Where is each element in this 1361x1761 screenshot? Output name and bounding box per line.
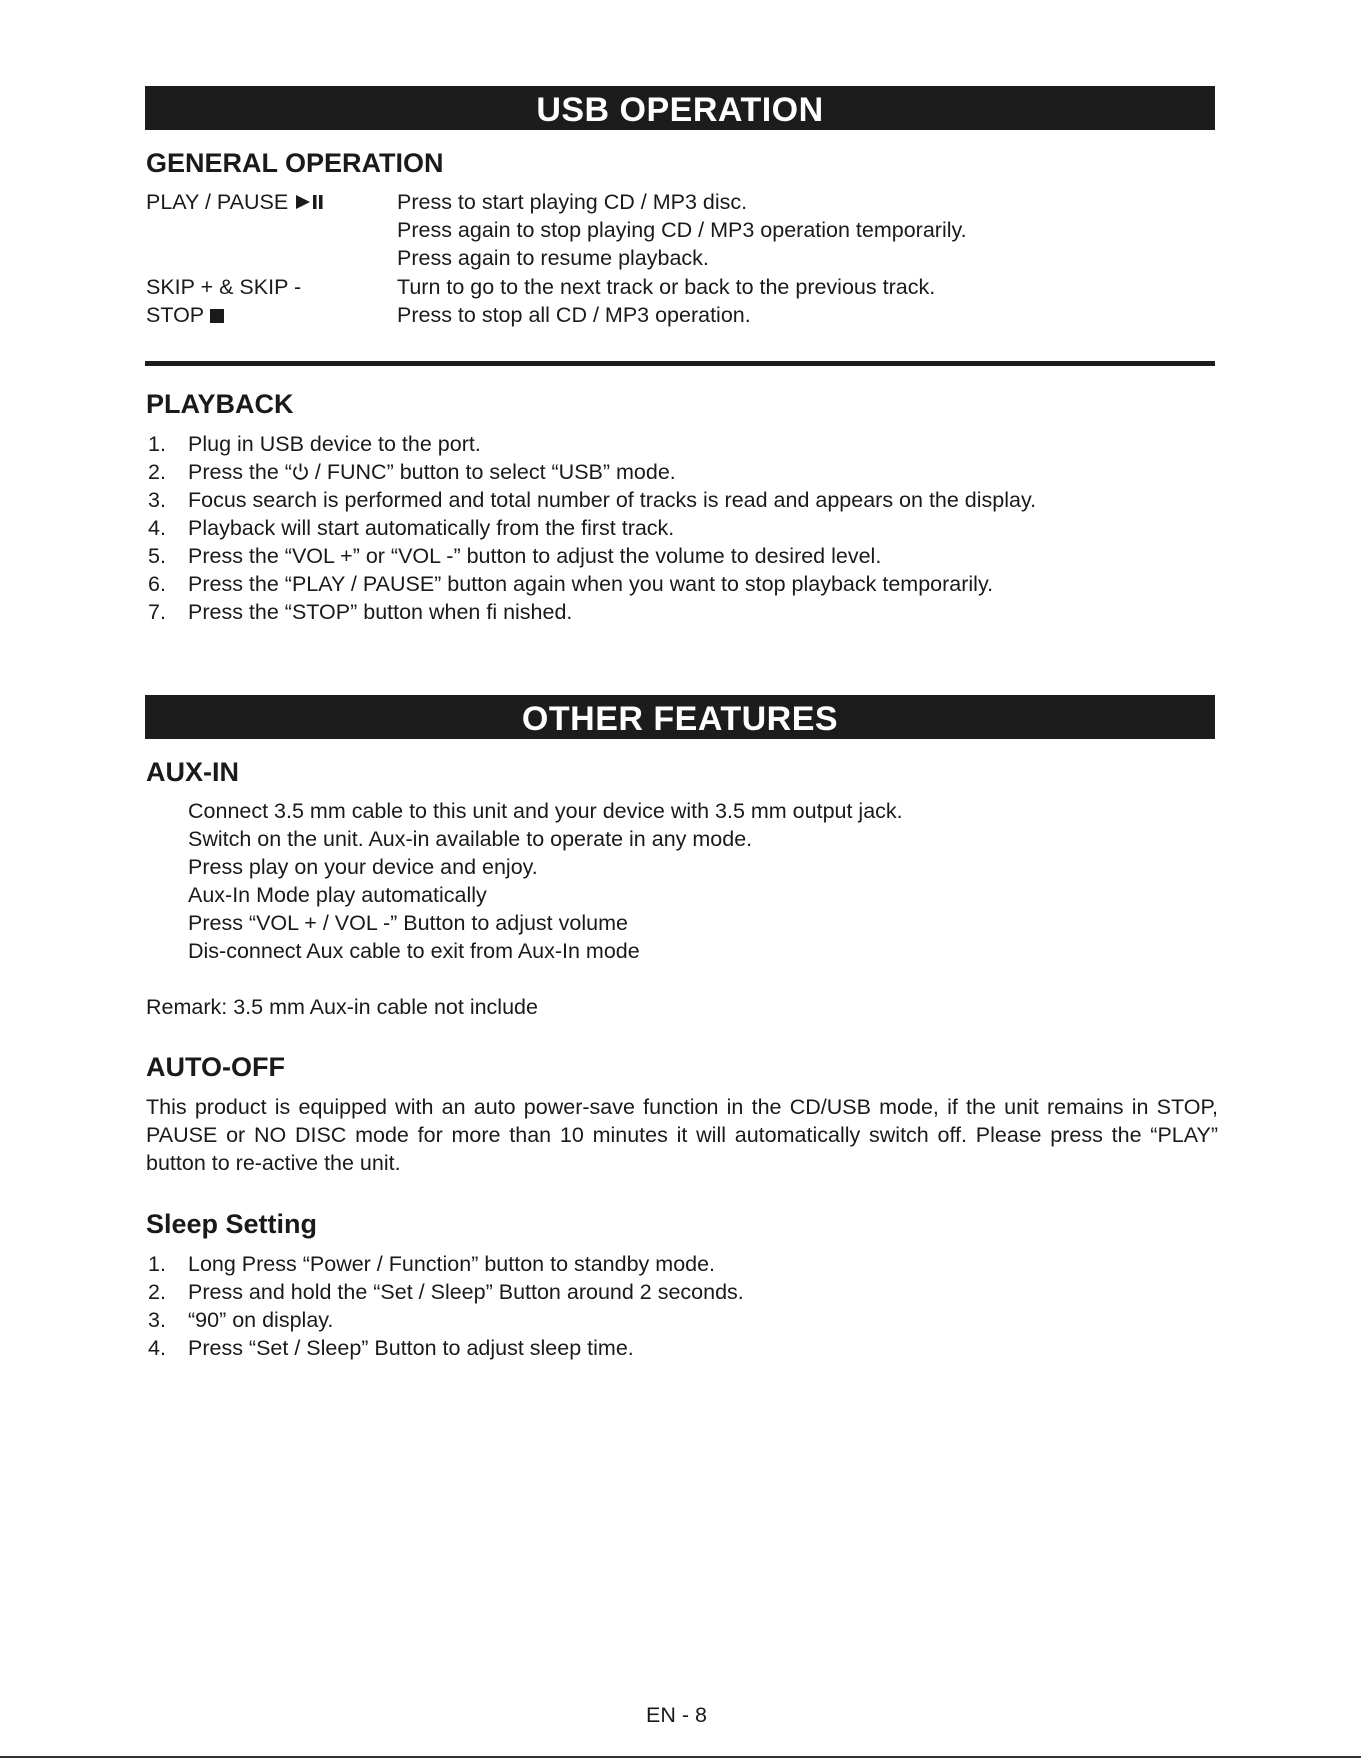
playback-step-num: 4. bbox=[148, 516, 166, 540]
stop-key bbox=[146, 301, 224, 330]
play-pause-label: PLAY / PAUSE bbox=[146, 190, 289, 214]
playback-step-num: 1. bbox=[148, 432, 166, 456]
sleep-step-num: 1. bbox=[148, 1252, 166, 1276]
skip-desc: Turn to go to the next track or back to the previous track. bbox=[397, 275, 936, 299]
aux-in-line: Aux-In Mode play automatically bbox=[188, 883, 487, 907]
play-pause-icon bbox=[294, 189, 324, 217]
playback-step-text: Press the “PLAY / PAUSE” button again when you want to stop playback temporarily. bbox=[188, 572, 994, 596]
playback-heading: PLAYBACK bbox=[146, 389, 294, 419]
playback-step-text bbox=[188, 458, 676, 489]
playback-step-post: / FUNC” button to select “USB” mode. bbox=[308, 460, 676, 484]
page-bottom-edge bbox=[0, 1756, 1361, 1758]
aux-in-remark: Remark: 3.5 mm Aux-in cable not include bbox=[146, 995, 538, 1019]
stop-desc: Press to stop all CD / MP3 operation. bbox=[397, 303, 751, 327]
playback-step-text: Focus search is performed and total number of tracks is read and appears on the display. bbox=[188, 488, 1037, 512]
aux-in-line: Switch on the unit. Aux-in available to operate in any mode. bbox=[188, 827, 753, 851]
stop-icon bbox=[210, 302, 224, 330]
usb-operation-banner: USB OPERATION bbox=[145, 86, 1215, 130]
playback-step-num: 7. bbox=[148, 600, 166, 624]
sleep-step-num: 3. bbox=[148, 1308, 166, 1332]
section-divider bbox=[145, 361, 1215, 366]
playback-step-num: 2. bbox=[148, 460, 166, 484]
play-pause-desc-2: Press again to stop playing CD / MP3 operation temporarily. bbox=[397, 218, 967, 242]
sleep-step-text: “90” on display. bbox=[188, 1308, 334, 1332]
playback-step-num: 5. bbox=[148, 544, 166, 568]
playback-step-pre: Press the “ bbox=[188, 460, 292, 484]
general-operation-heading: GENERAL OPERATION bbox=[146, 148, 444, 178]
play-pause-key bbox=[146, 188, 324, 217]
skip-key: SKIP + & SKIP - bbox=[146, 275, 302, 299]
sleep-step-text: Long Press “Power / Function” button to standby mode. bbox=[188, 1252, 716, 1276]
play-pause-desc-3: Press again to resume playback. bbox=[397, 246, 709, 270]
auto-off-paragraph: This product is equipped with an auto power-save function in the CD/USB mode, if the unit remains in STOP, PAUSE or NO DISC mode for more than 10 minutes it will automatically switch off. Please press the “PLAY” button to re-active the unit. bbox=[146, 1095, 1218, 1175]
sleep-step-num: 4. bbox=[148, 1336, 166, 1360]
other-features-banner: OTHER FEATURES bbox=[145, 695, 1215, 739]
power-icon bbox=[292, 461, 309, 489]
playback-step-text: Playback will start automatically from the first track. bbox=[188, 516, 675, 540]
aux-in-heading: AUX-IN bbox=[146, 757, 239, 787]
playback-step-text: Plug in USB device to the port. bbox=[188, 432, 481, 456]
stop-label: STOP bbox=[146, 303, 204, 327]
sleep-setting-heading: Sleep Setting bbox=[146, 1209, 318, 1239]
sleep-step-text: Press and hold the “Set / Sleep” Button around 2 seconds. bbox=[188, 1280, 744, 1304]
auto-off-heading: AUTO-OFF bbox=[146, 1052, 285, 1082]
aux-in-line: Dis-connect Aux cable to exit from Aux-In mode bbox=[188, 939, 640, 963]
playback-step-num: 6. bbox=[148, 572, 166, 596]
playback-step-text: Press the “STOP” button when fi nished. bbox=[188, 600, 573, 624]
sleep-step-num: 2. bbox=[148, 1280, 166, 1304]
playback-step-text: Press the “VOL +” or “VOL -” button to adjust the volume to desired level. bbox=[188, 544, 882, 568]
play-pause-desc-1: Press to start playing CD / MP3 disc. bbox=[397, 190, 748, 214]
aux-in-line: Press “VOL + / VOL -” Button to adjust volume bbox=[188, 911, 628, 935]
aux-in-line: Press play on your device and enjoy. bbox=[188, 855, 538, 879]
playback-step-num: 3. bbox=[148, 488, 166, 512]
aux-in-line: Connect 3.5 mm cable to this unit and your device with 3.5 mm output jack. bbox=[188, 799, 903, 823]
sleep-step-text: Press “Set / Sleep” Button to adjust sleep time. bbox=[188, 1336, 634, 1360]
page-number: EN - 8 bbox=[646, 1703, 707, 1727]
